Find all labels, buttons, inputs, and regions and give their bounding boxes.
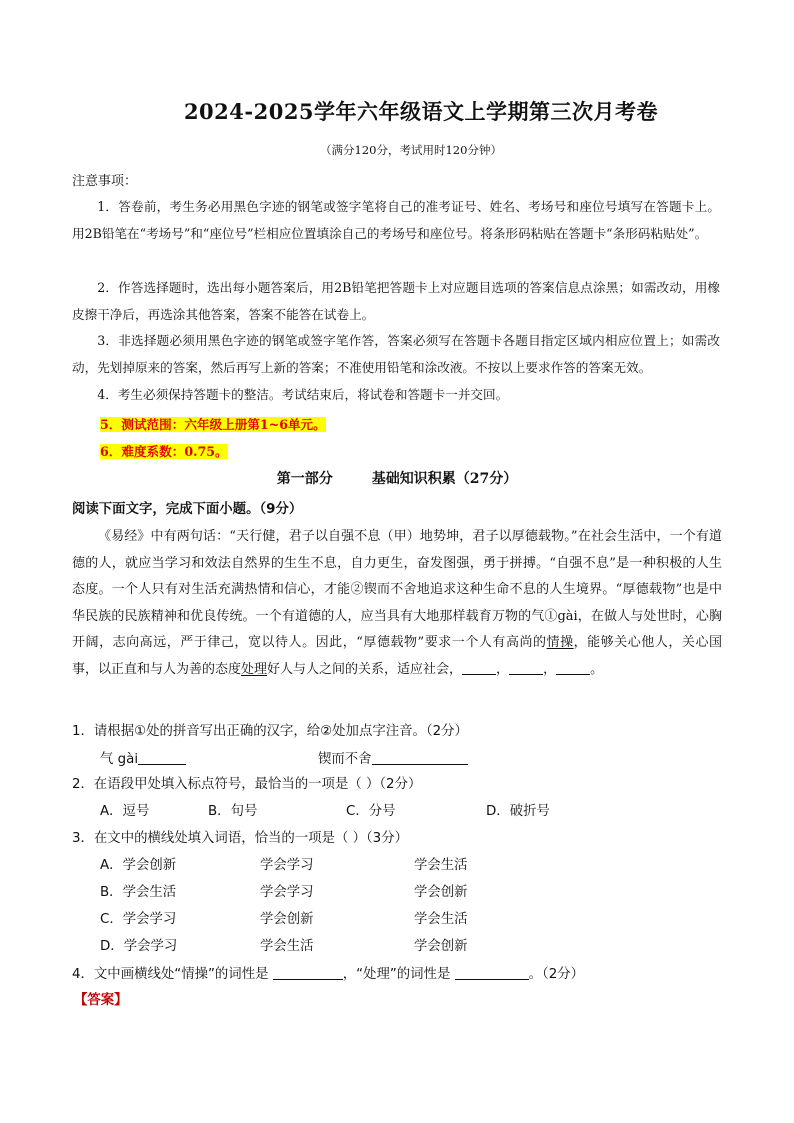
question-3: 3．在文中的横线处填入词语，恰当的一项是（ ）（3分） [72, 831, 408, 846]
q1-fill-a [100, 748, 186, 767]
underlined-word-chuli: 处理 [241, 661, 268, 677]
difficulty-highlight: 6．难度系数：0.75。 [100, 444, 228, 459]
q4-blank-1[interactable] [273, 966, 343, 980]
q4-stem-part-2: ，“处理”的词性是 [342, 967, 455, 982]
answer-label: 【答案】 [74, 993, 128, 1008]
q3-option-b-word-2: 学会学习 [260, 885, 314, 900]
q2-option-b[interactable]: B．句号 [208, 804, 258, 819]
passage-text-2: ，能够关心他人，关心国事，以正直和与人为善的态度 [72, 635, 722, 677]
passage-text-4: 。 [590, 661, 604, 677]
page-subtitle: （满分120分，考试用时120分钟） [320, 143, 502, 157]
notice-item-3: 3．非选择题必须用黑色字迹的钢笔或签字笔作答，答案必须写在答题卡各题目指定区域内相应位置上；如需改动，先划掉原来的答案，然后再写上新的答案；不准使用铅笔和涂改液。不按以上要求作答的答案无效。 [72, 333, 720, 375]
q3-option-c[interactable]: C．学会学习 [100, 912, 177, 927]
question-2: 2．在语段甲处填入标点符号，最恰当的一项是（ ）（2分） [72, 777, 422, 792]
question-4 [72, 963, 584, 982]
q1-blank-a[interactable] [138, 751, 186, 765]
passage-blank-3[interactable] [556, 661, 590, 675]
q2-option-c[interactable]: C．分号 [346, 804, 396, 819]
notice-item-1: 1．答卷前，考生务必用黑色字迹的钢笔或签字笔将自己的准考证号、姓名、考场号和座位号填写在答题卡上。用2B铅笔在“考场号”和“座位号”栏相应位置填涂自己的考场号和座位号。将条形码粘贴在答题卡“条形码粘贴处”。 [72, 199, 720, 241]
notice-heading: 注意事项： [72, 174, 138, 189]
part-one-title: 第一部分 基础知识积累（27分） [276, 471, 518, 487]
page-title: 2024-2025学年六年级语文上学期第三次月考卷 [183, 99, 659, 124]
test-scope-highlight: 5．测试范围：六年级上册第1~6单元。 [100, 417, 326, 432]
q1-blank-b[interactable] [372, 751, 468, 765]
q3-option-c-word-2: 学会创新 [260, 912, 314, 927]
q3-option-b[interactable]: B．学会生活 [100, 885, 177, 900]
q4-stem-part-1: 4．文中画横线处“情操”的词性是 [72, 967, 273, 982]
q1-fill-b [318, 748, 468, 767]
notice-item-6 [100, 441, 228, 460]
q4-blank-2[interactable] [455, 966, 529, 980]
notice-item-5 [100, 414, 326, 433]
q3-option-a[interactable]: A．学会创新 [100, 858, 177, 873]
passage-blank-1[interactable] [462, 661, 496, 675]
notice-item-2: 2．作答选择题时，选出每小题答案后，用2B铅笔把答题卡上对应题目选项的答案信息点涂黑；如需改动，用橡皮擦干净后，再选涂其他答案，答案不能答在试卷上。 [72, 280, 720, 322]
q4-stem-part-3: 。（2分） [528, 967, 584, 982]
q3-option-d-word-2: 学会生活 [260, 939, 314, 954]
q3-option-c-word-3: 学会生活 [414, 912, 468, 927]
q3-option-a-word-3: 学会生活 [414, 858, 468, 873]
q3-option-b-word-3: 学会创新 [414, 885, 468, 900]
q3-option-d-word-3: 学会创新 [414, 939, 468, 954]
passage-blank-2[interactable] [509, 661, 543, 675]
q2-option-d[interactable]: D．破折号 [486, 804, 550, 819]
reading-passage: 《易经》中有两句话：“天行健，君子以自强不息（甲）地势坤，君子以厚德载物。”在社会生活中，一个有道德的人，就应当学习和效法自然界的生生不息，自力更生，奋发图强，勇于拼搏。“自强不息”是一种积极的人生态度。一个人只有对生活充满热情和信心，才能②锲而不舍地追求这种生命不息的人生境界。“厚德载物”也是中华民族的民族精神和优良传统。一个有道德的人，应当具有大地那样载育万物的气①gài，在做人与处世时，心胸开阔，志向高远，严于律己，宽以待人。因此，“厚德载物”要求一个人有高尚的情操，能够关心他人，关心国事，以正直和与人为善的态度处理好人与人之间的关系，适应社会， ， ， 。 [72, 529, 722, 677]
passage-text-1: 《易经》中有两句话：“天行健，君子以自强不息（甲）地势坤，君子以厚德载物。”在社会生活中，一个有道德的人，就应当学习和效法自然界的生生不息，自力更生，奋发图强，勇于拼搏。“自强不息”是一种积极的人生态度。一个人只有对生活充满热情和信心，才能②锲而不舍地追求这种生命不息的人生境界。“厚德载物”也是中华民族的民族精神和优良传统。一个有道德的人，应当具有大地那样载育万物的气①gài，在做人与处世时，心胸开阔，志向高远，严于律己，宽以待人。因此，“厚德载物”要求一个人有高尚的 [72, 529, 722, 650]
q3-option-d[interactable]: D．学会学习 [100, 939, 178, 954]
question-1: 1．请根据①处的拼音写出正确的汉字，给②处加点字注音。（2分） [72, 724, 468, 739]
q3-option-a-word-2: 学会学习 [260, 858, 314, 873]
reading-instruction: 阅读下面文字，完成下面小题。（9分） [72, 502, 303, 517]
q1-fill-b-label: 锲而不舍 [318, 752, 372, 767]
passage-text-3: 好人与人之间的关系，适应社会， [267, 661, 463, 677]
underlined-word-qingcao: 情操 [546, 635, 574, 650]
q1-fill-a-label: 气 gài [100, 752, 139, 767]
notice-item-4: 4．考生必须保持答题卡的整洁。考试结束后，将试卷和答题卡一并交回。 [97, 387, 509, 402]
q2-option-a[interactable]: A．逗号 [100, 804, 150, 819]
